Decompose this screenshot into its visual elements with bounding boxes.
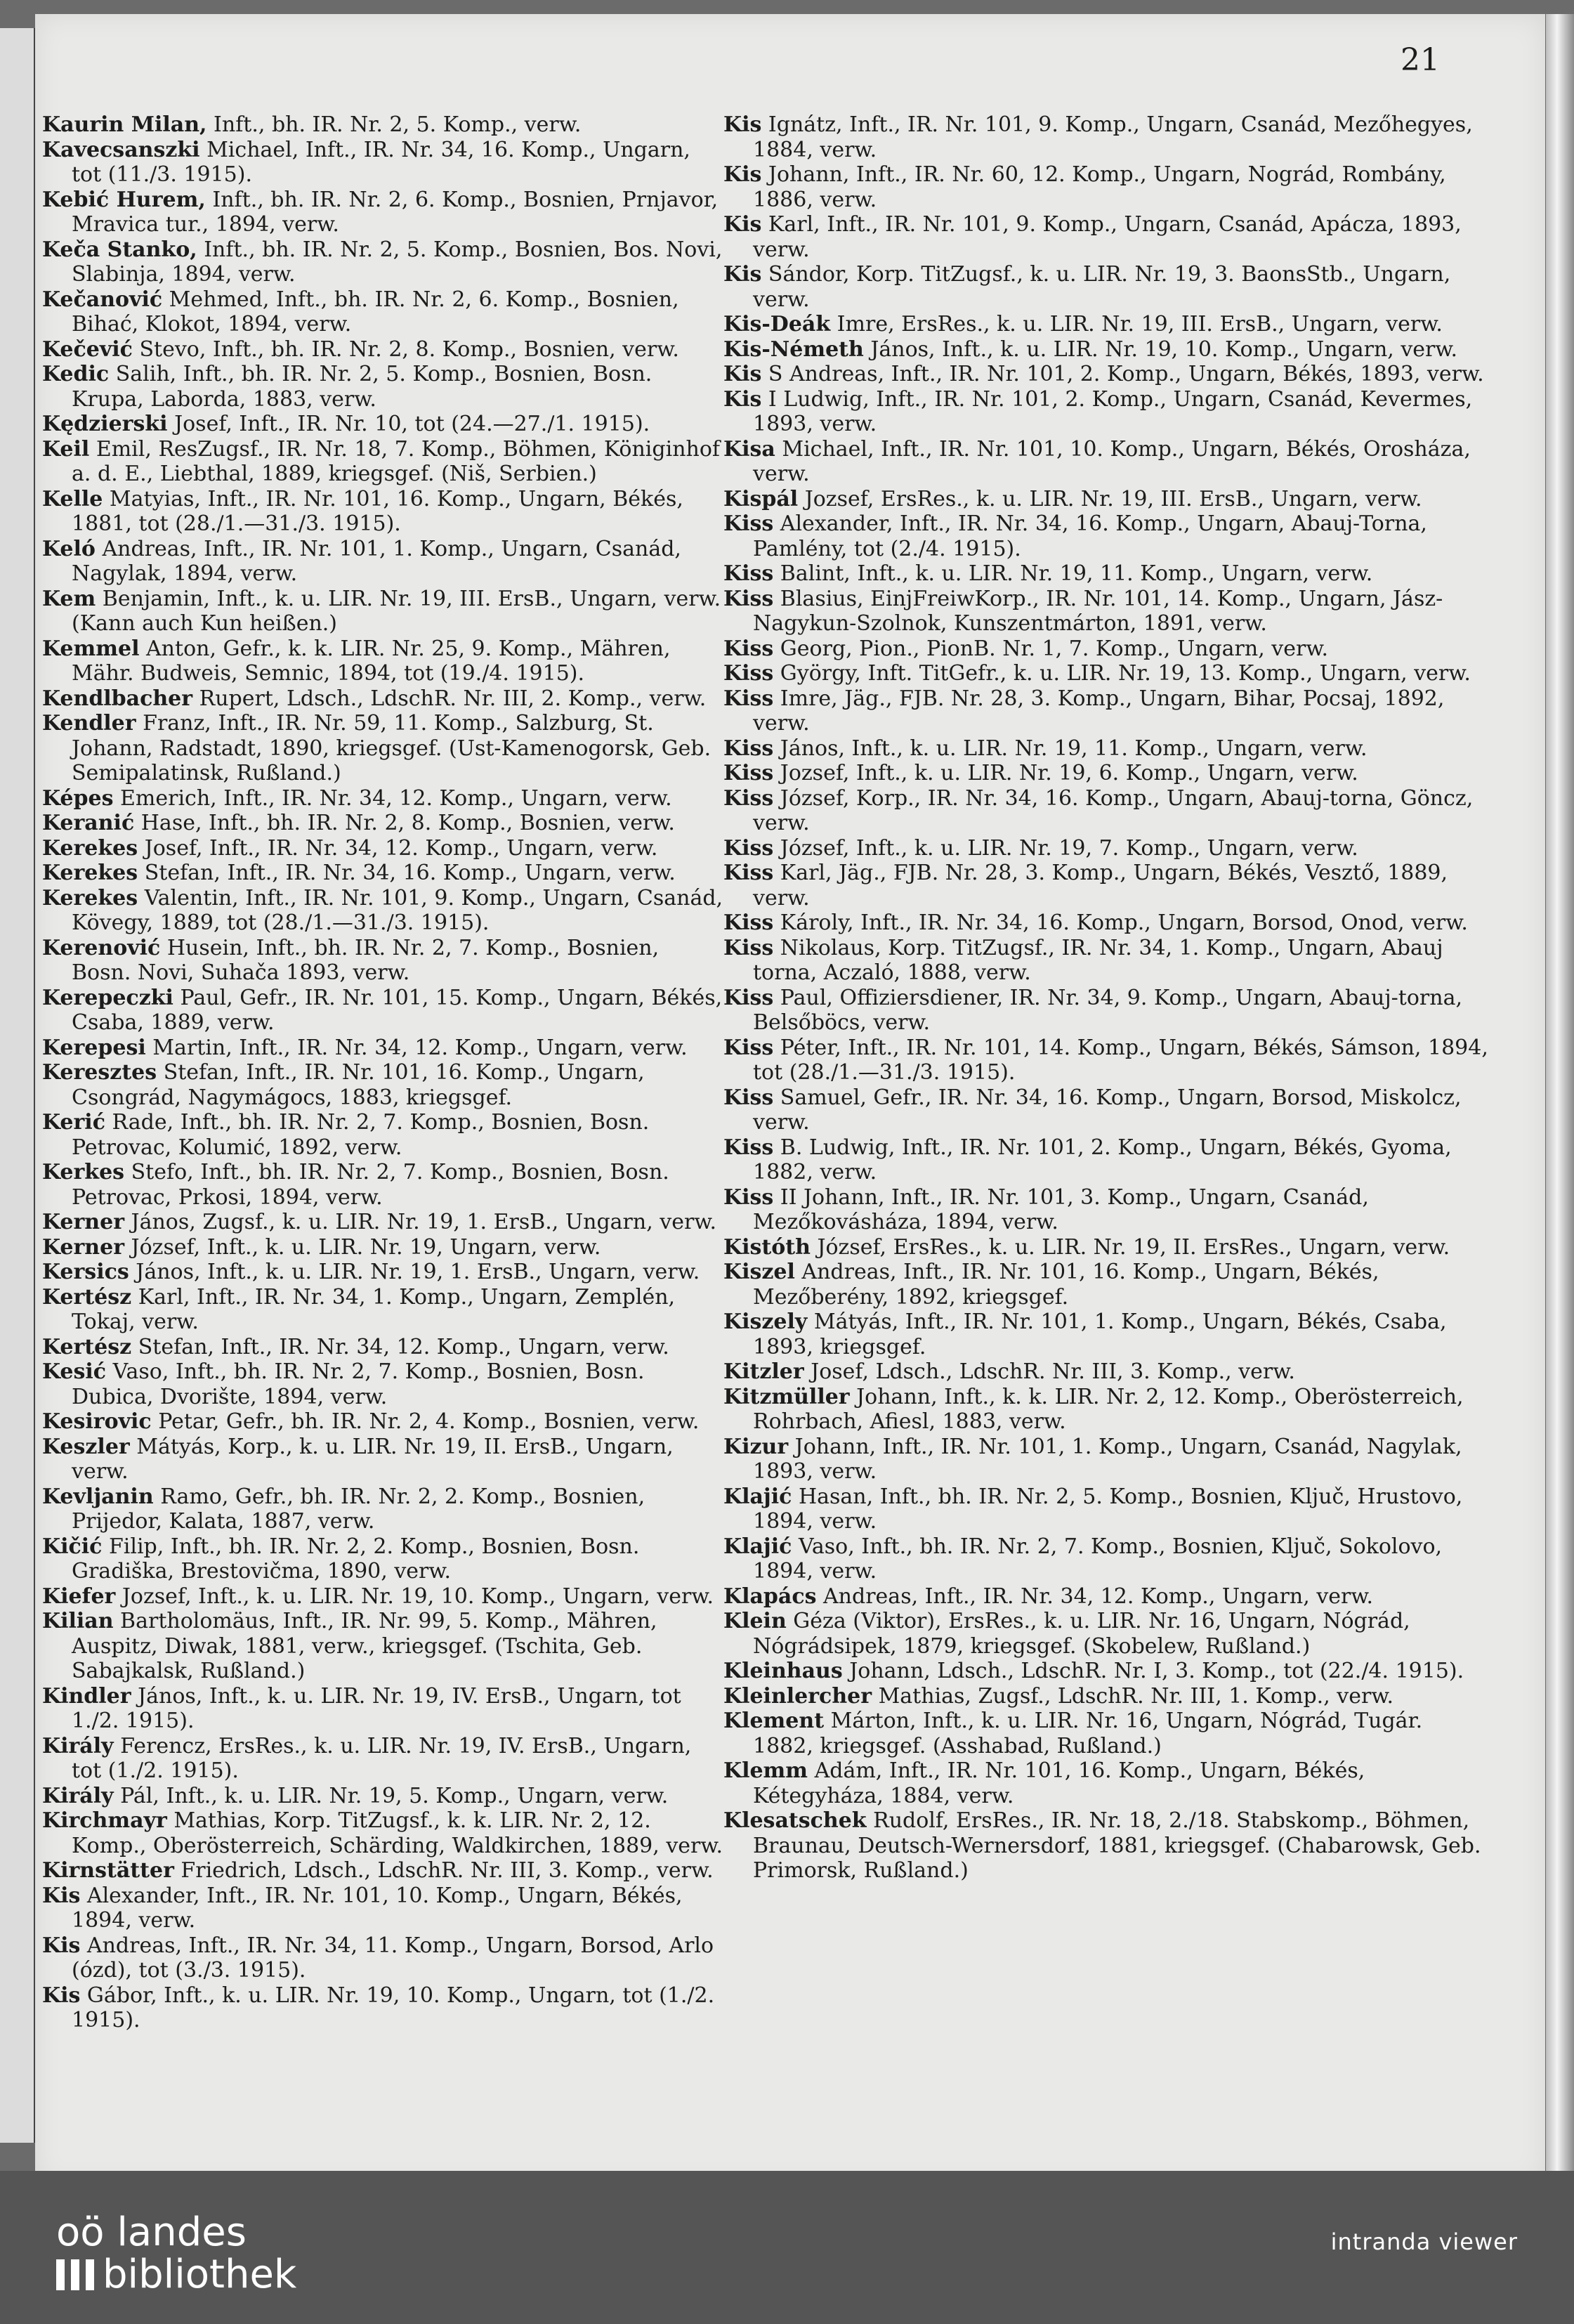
entry-surname: Kisa [723,436,775,462]
register-entry [42,711,723,786]
register-entry [42,637,723,686]
entry-details: Mathias, Korp. TitZugsf., k. k. LIR. Nr. 2, 12. Komp., Oberösterreich, Schärding, Waldkirchen, 1889, verw. [72,1808,723,1858]
register-entry [723,1036,1489,1085]
register-entry [42,1933,723,1983]
page-number: 21 [1401,42,1440,78]
left-column [42,112,723,2033]
entry-details: Johann, Inft., IR. Nr. 101, 1. Komp., Ungarn, Csanád, Nagylak, 1893, verw. [753,1434,1462,1484]
register-entry [42,1609,723,1684]
entry-details: Karl, Inft., IR. Nr. 34, 1. Komp., Ungarn, Zemplén, Tokaj, verw. [72,1284,676,1334]
entry-surname: Kavecsanszki [42,137,200,162]
library-logo [56,2209,297,2297]
register-entry [723,212,1489,262]
register-entry [42,362,723,412]
previous-page-edge [0,28,36,2143]
register-entry [723,1085,1489,1135]
entry-surname: Klement [723,1709,825,1733]
register-entry [42,487,723,537]
entry-surname: Keszler [42,1434,130,1459]
entry-surname: Kesirovic [42,1409,152,1434]
register-entry [723,1185,1489,1235]
entry-surname: Kis [723,162,762,187]
entry-details: Sándor, Korp. TitZugsf., k. u. LIR. Nr. 19, 3. BaonsStb., Ungarn, verw. [753,262,1451,312]
register-entry [42,1734,723,1784]
entry-details: Bartholomäus, Inft., IR. Nr. 99, 5. Komp., Mähren, Auspitz, Diwak, 1881, verw., kriegsgef. (Tschita, Geb. Sabajkalsk, Rußland.) [72,1609,657,1683]
register-entry [42,1435,723,1484]
entry-details: Andreas, Inft., IR. Nr. 101, 16. Komp., Ungarn, Békés, Mezőberény, 1892, kriegsgef. [753,1260,1379,1310]
register-entry [42,1036,723,1061]
entry-details: Imre, Jäg., FJB. Nr. 28, 3. Komp., Ungarn, Bihar, Pocsaj, 1892, verw. [753,686,1445,736]
register-entry [723,162,1489,212]
register-entry [723,836,1489,861]
register-entry [42,188,723,237]
entry-details: Inft., bh. IR. Nr. 2, 5. Komp., Bosnien, Bos. Novi, Slabinja, 1894, verw. [72,237,723,287]
entry-details: Karl, Jäg., FJB. Nr. 28, 3. Komp., Ungarn, Békés, Vesztő, 1889, verw. [753,861,1448,910]
viewer-label: intranda viewer [1330,2228,1518,2255]
document-page [35,14,1545,2185]
entry-surname: Kis [42,1933,81,1958]
entry-surname: Keil [42,436,90,462]
entry-details: Ignátz, Inft., IR. Nr. 101, 9. Komp., Ungarn, Csanád, Mezőhegyes, 1884, verw. [753,112,1473,162]
entry-details: József, Korp., IR. Nr. 34, 16. Komp., Ungarn, Abauj-torna, Göncz, verw. [753,785,1474,835]
entry-surname: Kerekes [42,835,138,861]
entry-details: Michael, Inft., IR. Nr. 34, 16. Komp., Ungarn, tot (11./3. 1915). [72,137,690,187]
entry-details: Stevo, Inft., bh. IR. Nr. 2, 8. Komp., Bosnien, verw. [132,337,679,362]
entry-details: Imre, ErsRes., k. u. LIR. Nr. 19, III. ErsB., Ungarn, verw. [830,312,1443,337]
register-entry [723,1684,1489,1709]
register-entry [42,1235,723,1260]
register-entry [42,861,723,886]
entry-details: Alexander, Inft., IR. Nr. 34, 16. Komp., Ungarn, Abauj-Torna, Pamlény, tot (2./4. 1915). [753,511,1427,561]
entry-surname: Kerner [42,1210,125,1234]
entry-surname: Képes [42,785,114,811]
entry-surname: Kiss [723,935,774,960]
register-entry [42,1285,723,1335]
right-column [723,112,1489,1884]
entry-surname: Kispál [723,486,799,511]
entry-surname: Klemm [723,1758,808,1783]
register-entry [723,337,1489,363]
entry-details: Géza (Viktor), ErsRes., k. u. LIR. Nr. 16, Ungarn, Nógrád, Nógrádsipek, 1879, kriegsgef. (Skobelew, Rußland.) [753,1609,1410,1659]
logo-line-2: bibliothek [103,2252,297,2297]
entry-surname: Kis [723,262,762,287]
entry-details: I Ludwig, Inft., IR. Nr. 101, 2. Komp., Ungarn, Csanád, Kevermes, 1893, verw. [753,386,1473,436]
entry-surname: Klajić [723,1484,792,1509]
entry-surname: Kečević [42,337,133,362]
register-entry [723,437,1489,487]
entry-details: Márton, Inft., k. u. LIR. Nr. 16, Ungarn, Nógrád, Tugár. 1882, kriegsgef. (Asshabad, Rußland.) [753,1709,1423,1758]
register-entry [42,1160,723,1210]
entry-surname: Kirchmayr [42,1808,167,1833]
entry-surname: Kersics [42,1260,129,1284]
entry-surname: Kiszel [723,1260,795,1284]
register-entry [723,1808,1489,1884]
entry-surname: Kelle [42,486,103,511]
entry-surname: Kiss [723,1035,774,1060]
entry-surname: Kiss [723,586,774,611]
register-entry [42,1260,723,1285]
register-entry [723,637,1489,662]
entry-surname: Kerić [42,1110,105,1135]
entry-details: János, Zugsf., k. u. LIR. Nr. 19, 1. ErsB., Ungarn, verw. [124,1210,716,1234]
entry-details: Pál, Inft., k. u. LIR. Nr. 19, 5. Komp., Ungarn, verw. [113,1783,669,1808]
entry-details: Martin, Inft., IR. Nr. 34, 12. Komp., Ungarn, verw. [145,1035,688,1060]
entry-surname: Kaurin Milan, [42,112,207,137]
entry-details: József, Inft., k. u. LIR. Nr. 19, 7. Komp., Ungarn, verw. [773,835,1358,861]
entry-details: Emerich, Inft., IR. Nr. 34, 12. Komp., Ungarn, verw. [113,785,672,811]
entry-details: Stefan, Inft., IR. Nr. 34, 16. Komp., Ungarn, verw. [138,861,676,885]
register-entry [723,686,1489,736]
entry-details: Friedrich, Ldsch., LdschR. Nr. III, 3. Komp., verw. [173,1858,714,1883]
register-entry [723,362,1489,387]
register-entry [42,1409,723,1435]
register-entry [42,1808,723,1858]
entry-surname: Keló [42,536,96,561]
entry-surname: Kiszely [723,1310,808,1334]
entry-details: János, Inft., k. u. LIR. Nr. 19, 10. Komp., Ungarn, verw. [863,337,1458,362]
register-entry [723,1260,1489,1310]
entry-surname: Kirnstätter [42,1858,174,1883]
register-entry [723,387,1489,437]
entry-details: Andreas, Inft., IR. Nr. 34, 11. Komp., Ungarn, Borsod, Arlo (ózd), tot (3./3. 1915). [72,1933,714,1983]
entry-surname: Kiss [723,910,774,935]
entry-surname: Kitzler [723,1359,804,1384]
register-entry [42,1684,723,1734]
register-entry [42,112,723,138]
register-entry [723,312,1489,337]
entry-surname: Kerekes [42,885,138,910]
entry-details: Husein, Inft., bh. IR. Nr. 2, 7. Komp., Bosnien, Bosn. Novi, Suhača 1893, verw. [72,935,660,985]
entry-details: József, ErsRes., k. u. LIR. Nr. 19, II. ErsRes., Ungarn, verw. [810,1234,1450,1260]
entry-details: József, Inft., k. u. LIR. Nr. 19, Ungarn, verw. [124,1234,601,1260]
page-edge [1546,14,1574,2171]
register-entry [42,1210,723,1235]
entry-surname: Klapács [723,1584,817,1609]
entry-details: Inft., bh. IR. Nr. 2, 5. Komp., verw. [206,112,582,137]
entry-details: Stefan, Inft., IR. Nr. 34, 12. Komp., Ungarn, verw. [131,1334,669,1359]
register-entry [723,1584,1489,1610]
entry-surname: Kiss [723,736,774,761]
entry-details: Rade, Inft., bh. IR. Nr. 2, 7. Komp., Bosnien, Bosn. Petrovac, Kolumić, 1892, verw. [72,1110,650,1160]
entry-surname: Kindler [42,1683,131,1709]
entry-surname: Kędzierski [42,412,168,436]
register-entry [723,786,1489,836]
entry-details: Johann, Inft., IR. Nr. 60, 12. Komp., Ungarn, Nográd, Rombány, 1886, verw. [753,162,1446,212]
register-entry [723,936,1489,986]
entry-details: Jozsef, Inft., k. u. LIR. Nr. 19, 10. Komp., Ungarn, verw. [115,1584,714,1609]
entry-surname: Kerkes [42,1160,125,1184]
entry-surname: Kis [723,212,762,237]
entry-surname: Kičić [42,1534,103,1559]
entry-surname: Kendler [42,711,136,736]
entry-details: Salih, Inft., bh. IR. Nr. 2, 5. Komp., Bosnien, Bosn. Krupa, Laborda, 1883, verw. [72,362,652,412]
register-entry [42,237,723,287]
entry-surname: Kertész [42,1284,132,1310]
entry-details: Andreas, Inft., IR. Nr. 34, 12. Komp., Ungarn, verw. [816,1584,1374,1609]
entry-surname: Kemmel [42,636,140,661]
entry-details: Nikolaus, Korp. TitZugsf., IR. Nr. 34, 1. Komp., Ungarn, Abauj torna, Aczaló, 1888, verw. [753,935,1443,985]
entry-surname: Kiss [723,1184,774,1210]
entry-details: Stefo, Inft., bh. IR. Nr. 2, 7. Komp., Bosnien, Bosn. Petrovac, Prkosi, 1894, verw. [72,1160,669,1210]
entry-details: Emil, ResZugsf., IR. Nr. 18, 7. Komp., Böhmen, Königinhof a. d. E., Liebthal, 1889, kriegsgef. (Niš, Serbien.) [72,436,721,486]
entry-surname: Kedic [42,362,110,386]
entry-details: Mátyás, Inft., IR. Nr. 101, 1. Komp., Ungarn, Békés, Csaba, 1893, kriegsgef. [753,1310,1447,1359]
register-entry [42,1784,723,1809]
entry-surname: Kleinlercher [723,1683,872,1709]
entry-details: Johann, Inft., k. k. LIR. Nr. 2, 12. Komp., Oberösterreich, Rohrbach, Afiesl, 1883, verw. [753,1384,1464,1434]
register-entry [723,487,1489,512]
register-entry [42,1584,723,1610]
register-entry [42,412,723,437]
entry-surname: Kem [42,586,96,611]
entry-details: S Andreas, Inft., IR. Nr. 101, 2. Komp., Ungarn, Békés, 1893, verw. [761,362,1484,386]
register-entry [42,437,723,487]
entry-details: Matyias, Inft., IR. Nr. 101, 16. Komp., Ungarn, Békés, 1881, tot (28./1.—31./3. 1915). [72,486,683,536]
register-entry [723,1659,1489,1684]
entry-details: Ramo, Gefr., bh. IR. Nr. 2, 2. Komp., Bosnien, Prijedor, Kalata, 1887, verw. [72,1484,645,1534]
entry-details: Johann, Ldsch., LdschR. Nr. I, 3. Komp., tot (22./4. 1915). [842,1659,1464,1683]
register-entry [723,861,1489,910]
register-entry [723,587,1489,637]
entry-details: Péter, Inft., IR. Nr. 101, 14. Komp., Ungarn, Békés, Sámson, 1894, tot (28./1.—31./3. 1915). [753,1035,1488,1085]
register-entry [723,910,1489,936]
register-entry [723,661,1489,686]
entry-details: Franz, Inft., IR. Nr. 59, 11. Komp., Salzburg, St. Johann, Radstadt, 1890, kriegsgef. (Ust-Kamenogorsk, Geb. Semipalatinsk, Rußland.) [72,711,711,785]
register-entry [42,886,723,936]
entry-surname: Kleinhaus [723,1659,843,1683]
entry-details: B. Ludwig, Inft., IR. Nr. 101, 2. Komp., Ungarn, Békés, Gyoma, 1882, verw. [753,1135,1452,1184]
register-entry [42,1858,723,1884]
register-entry [723,511,1489,561]
entry-details: Alexander, Inft., IR. Nr. 101, 10. Komp., Ungarn, Békés, 1894, verw. [72,1883,683,1933]
entry-surname: Kiss [723,1085,774,1110]
register-entry [723,1310,1489,1359]
register-entry [42,537,723,587]
entry-details: János, Inft., k. u. LIR. Nr. 19, 11. Komp., Ungarn, verw. [773,736,1368,761]
entry-details: Hase, Inft., bh. IR. Nr. 2, 8. Komp., Bosnien, verw. [134,811,675,835]
entry-surname: Kis [723,112,762,137]
register-entry [723,1359,1489,1385]
entry-surname: Kis [42,1983,81,2008]
register-entry [723,986,1489,1036]
register-entry [723,1435,1489,1484]
entry-details: Vaso, Inft., bh. IR. Nr. 2, 7. Komp., Bosnien, Ključ, Sokolovo, 1894, verw. [753,1534,1443,1584]
entry-details: II Johann, Inft., IR. Nr. 101, 3. Komp., Ungarn, Csanád, Mezőkovásháza, 1894, verw. [753,1184,1369,1234]
entry-surname: Kitzmüller [723,1384,850,1409]
entry-details: Jozsef, ErsRes., k. u. LIR. Nr. 19, III. ErsB., Ungarn, verw. [798,486,1422,511]
entry-details: Vaso, Inft., bh. IR. Nr. 2, 7. Komp., Bosnien, Bosn. Dubica, Dvorište, 1894, verw. [72,1359,645,1409]
entry-details: Valentin, Inft., IR. Nr. 101, 9. Komp., Ungarn, Csanád, Kövegy, 1889, tot (28./1.—31./3. 1915). [72,885,723,935]
register-entry [723,1758,1489,1808]
register-entry [723,1484,1489,1534]
entry-details: Michael, Inft., IR. Nr. 101, 10. Komp., Ungarn, Békés, Orosháza, verw. [753,436,1471,486]
entry-surname: Kiss [723,636,774,661]
entry-surname: Király [42,1783,114,1808]
register-entry [42,138,723,188]
entry-details: Josef, Ldsch., LdschR. Nr. III, 3. Komp., verw. [804,1359,1295,1384]
entry-surname: Kerepesi [42,1035,146,1060]
register-entry [42,587,723,637]
entry-surname: Kis-Deák [723,312,831,337]
register-entry [42,1359,723,1409]
register-entry [42,811,723,836]
register-entry [723,561,1489,587]
entry-surname: Kis [723,362,762,386]
logo-line-1: oö landes [56,2209,247,2255]
entry-surname: Kis [723,386,762,412]
entry-surname: Kerner [42,1234,125,1260]
entry-details: Karl, Inft., IR. Nr. 101, 9. Komp., Ungarn, Csanád, Apácza, 1893, verw. [753,212,1462,262]
entry-details: Josef, Inft., IR. Nr. 10, tot (24.—27./1. 1915). [167,412,650,436]
entry-surname: Kis-Németh [723,337,864,362]
entry-surname: Kertész [42,1334,132,1359]
register-entry [723,1135,1489,1185]
entry-details: Károly, Inft., IR. Nr. 34, 16. Komp., Ungarn, Borsod, Onod, verw. [773,910,1468,935]
entry-surname: Kiss [723,561,774,586]
entry-details: Josef, Inft., IR. Nr. 34, 12. Komp., Ungarn, verw. [138,835,658,861]
entry-surname: Kiss [723,1135,774,1160]
entry-details: Mátyás, Korp., k. u. LIR. Nr. 19, II. ErsB., Ungarn, verw. [72,1434,674,1484]
register-entry [42,1884,723,1933]
entry-surname: Kis [42,1883,81,1908]
register-entry [723,736,1489,762]
entry-details: Hasan, Inft., bh. IR. Nr. 2, 5. Komp., Bosnien, Ključ, Hrustovo, 1894, verw. [753,1484,1463,1534]
entry-surname: Kerenović [42,935,161,960]
entry-details: Balint, Inft., k. u. LIR. Nr. 19, 11. Komp., Ungarn, verw. [773,561,1373,586]
entry-details: Jozsef, Inft., k. u. LIR. Nr. 19, 6. Komp., Ungarn, verw. [773,761,1358,785]
entry-details: Paul, Gefr., IR. Nr. 101, 15. Komp., Ungarn, Békés, Csaba, 1889, verw. [72,985,723,1035]
register-entry [42,1060,723,1110]
entry-details: Samuel, Gefr., IR. Nr. 34, 16. Komp., Ungarn, Borsod, Miskolcz, verw. [753,1085,1462,1135]
entry-surname: Keča Stanko, [42,237,197,262]
entry-details: György, Inft. TitGefr., k. u. LIR. Nr. 19, 13. Komp., Ungarn, verw. [773,661,1471,686]
register-entry [723,761,1489,786]
register-entry [42,1534,723,1584]
entry-surname: Keranić [42,811,135,835]
entry-surname: Király [42,1733,114,1758]
entry-surname: Kiss [723,661,774,686]
entry-surname: Kevljanin [42,1484,154,1509]
register-entry [42,986,723,1036]
entry-details: Mathias, Zugsf., LdschR. Nr. III, 1. Komp., verw. [872,1683,1393,1709]
entry-details: Adám, Inft., IR. Nr. 101, 16. Komp., Ungarn, Békés, Kétegyháza, 1884, verw. [753,1758,1365,1808]
entry-surname: Kiss [723,785,774,811]
entry-details: Inft., bh. IR. Nr. 2, 6. Komp., Bosnien, Prnjavor, Mravica tur., 1894, verw. [72,187,719,237]
entry-surname: Kiss [723,985,774,1010]
entry-details: János, Inft., k. u. LIR. Nr. 19, IV. ErsB., Ungarn, tot 1./2. 1915). [72,1683,681,1733]
entry-details: Anton, Gefr., k. k. LIR. Nr. 25, 9. Komp., Mähren, Mähr. Budweis, Semnic, 1894, tot (19./4. 1915). [72,636,671,686]
entry-surname: Kerekes [42,861,138,885]
entry-details: Mehmed, Inft., bh. IR. Nr. 2, 6. Komp., Bosnien, Bihać, Klokot, 1894, verw. [72,287,679,337]
entry-surname: Kendlbacher [42,686,193,711]
entry-details: Andreas, Inft., IR. Nr. 101, 1. Komp., Ungarn, Csanád, Nagylak, 1894, verw. [72,536,681,586]
entry-surname: Kilian [42,1609,114,1633]
register-entry [42,1983,723,2033]
register-entry [42,786,723,811]
entry-details: Ferencz, ErsRes., k. u. LIR. Nr. 19, IV. ErsB., Ungarn, tot (1./2. 1915). [72,1733,692,1783]
entry-details: Rupert, Ldsch., LdschR. Nr. III, 2. Komp., verw. [192,686,707,711]
entry-surname: Kesić [42,1359,107,1384]
register-entry [42,1484,723,1534]
entry-details: János, Inft., k. u. LIR. Nr. 19, 1. ErsB., Ungarn, verw. [129,1260,700,1284]
register-entry [42,836,723,861]
entry-surname: Kiss [723,761,774,785]
entry-surname: Kiss [723,861,774,885]
register-entry [723,1609,1489,1659]
entry-details: Georg, Pion., PionB. Nr. 1, 7. Komp., Ungarn, verw. [773,636,1328,661]
register-entry [723,112,1489,162]
entry-details: Gábor, Inft., k. u. LIR. Nr. 19, 10. Komp., Ungarn, tot (1./2. 1915). [72,1983,715,2032]
entry-details: Paul, Offiziersdiener, IR. Nr. 34, 9. Komp., Ungarn, Abauj-torna, Belsőböcs, verw. [753,985,1462,1035]
entry-details: Filip, Inft., bh. IR. Nr. 2, 2. Komp., Bosnien, Bosn. Gradiška, Brestovičma, 1890, verw. [72,1534,640,1584]
entry-surname: Klesatschek [723,1808,867,1833]
register-entry [42,686,723,712]
entry-details: Petar, Gefr., bh. IR. Nr. 2, 4. Komp., Bosnien, verw. [151,1409,700,1434]
entry-surname: Klajić [723,1534,792,1559]
register-entry [723,1534,1489,1584]
entry-surname: Kiss [723,686,774,711]
register-entry [42,1335,723,1360]
entry-details: Blasius, EinjFreiwKorp., IR. Nr. 101, 14. Komp., Ungarn, Jász-Nagykun-Szolnok, Kunszentmárton, 1891, verw. [753,586,1443,636]
entry-surname: Kistóth [723,1234,811,1260]
register-entry [42,337,723,363]
logo-bars-icon [56,2259,94,2290]
register-entry [723,262,1489,312]
register-entry [42,287,723,337]
entry-details: Rudolf, ErsRes., IR. Nr. 18, 2./18. Stabskomp., Böhmen, Braunau, Deutsch-Wernersdorf, 1881, kriegsgef. (Chabarowsk, Geb. Primorsk, Rußland.) [753,1808,1481,1883]
entry-surname: Keresztes [42,1060,157,1085]
register-entry [723,1235,1489,1260]
register-entry [42,936,723,986]
entry-surname: Klein [723,1609,787,1633]
register-entry [42,1110,723,1160]
entry-surname: Kečanović [42,287,163,312]
entry-surname: Kizur [723,1434,789,1459]
entry-surname: Kiefer [42,1584,116,1609]
entry-surname: Kiss [723,511,774,536]
entry-surname: Kiss [723,835,774,861]
entry-details: Benjamin, Inft., k. u. LIR. Nr. 19, III. ErsB., Ungarn, verw. (Kann auch Kun heißen.) [72,586,721,636]
register-entry [723,1385,1489,1435]
entry-details: Stefan, Inft., IR. Nr. 101, 16. Komp., Ungarn, Csongrád, Nagymágocs, 1883, kriegsgef. [72,1060,645,1110]
entry-surname: Kebić Hurem, [42,187,206,212]
entry-surname: Kerepeczki [42,985,173,1010]
register-entry [723,1709,1489,1758]
